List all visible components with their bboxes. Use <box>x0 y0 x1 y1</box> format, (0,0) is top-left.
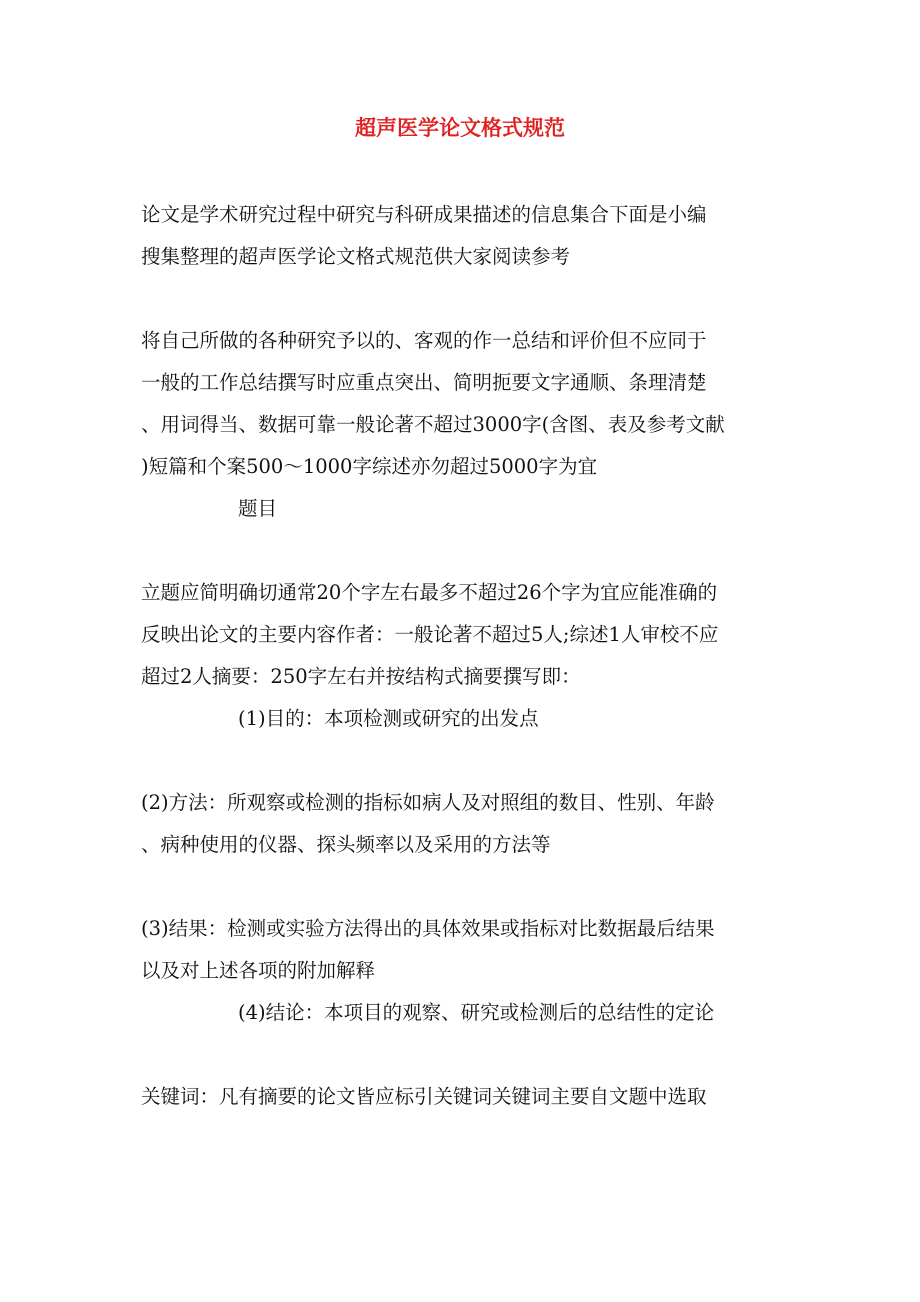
list-item: (3)结果：检测或实验方法得出的具体效果或指标对比数据最后结果 <box>141 917 715 940</box>
paragraph-line: 将自己所做的各种研究予以的、客观的作一总结和评价但不应同于 <box>141 329 707 352</box>
paragraph-line: 搜集整理的超声医学论文格式规范供大家阅读参考 <box>141 245 571 268</box>
paragraph-line: 论文是学术研究过程中研究与科研成果描述的信息集合下面是小编 <box>141 203 707 226</box>
paragraph-line: 、用词得当、数据可靠一般论著不超过3000字(含图、表及参考文献 <box>141 413 725 436</box>
section-heading: 题目 <box>238 497 278 520</box>
document-title: 超声医学论文格式规范 <box>355 115 565 140</box>
paragraph-line: 以及对上述各项的附加解释 <box>141 959 376 982</box>
paragraph-line: )短篇和个案500～1000字综述亦勿超过5000字为宜 <box>141 455 598 478</box>
paragraph-line: 、病种使用的仪器、探头频率以及采用的方法等 <box>141 833 551 856</box>
paragraph-line: 关键词：凡有摘要的论文皆应标引关键词关键词主要自文题中选取 <box>141 1085 707 1108</box>
paragraph-line: 一般的工作总结撰写时应重点突出、简明扼要文字通顺、条理清楚 <box>141 371 707 394</box>
paragraph-line: 反映出论文的主要内容作者：一般论著不超过5人;综述1人审校不应 <box>141 623 719 646</box>
paragraph-line: 超过2人摘要：250字左右并按结构式摘要撰写即： <box>141 665 581 688</box>
list-item: (2)方法：所观察或检测的指标如病人及对照组的数目、性别、年龄 <box>141 791 715 814</box>
paragraph-line: 立题应简明确切通常20个字左右最多不超过26个字为宜应能准确的 <box>141 581 718 604</box>
list-item: (4)结论：本项目的观察、研究或检测后的总结性的定论 <box>238 1001 715 1024</box>
list-item: (1)目的：本项检测或研究的出发点 <box>238 707 539 730</box>
